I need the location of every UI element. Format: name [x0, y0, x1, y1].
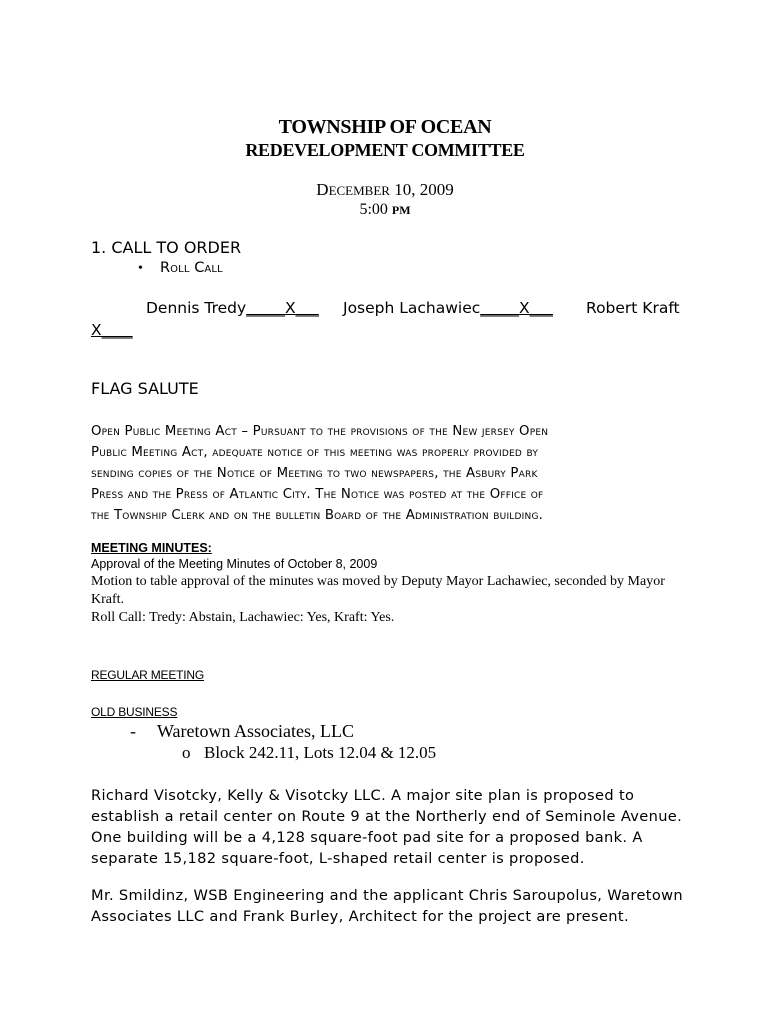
paragraph-line: Open Public Meeting Act – Pursuant to the provisions of the New jersey Open	[91, 424, 549, 439]
minutes-roll-call: Roll Call: Tredy: Abstain, Lachawiec: Yes, Kraft: Yes.	[91, 610, 395, 625]
regular-meeting-heading: REGULAR MEETING	[91, 668, 205, 682]
meeting-minutes-heading: MEETING MINUTES:	[91, 541, 212, 555]
paragraph-line: sending copies of the Notice of Meeting to two newspapers, the Asbury Park	[91, 466, 538, 481]
old-business-item: Waretown Associates, LLC	[157, 721, 355, 741]
paragraph-line: Public Meeting Act, adequate notice of this meeting was properly provided by	[91, 445, 539, 460]
dash-bullet-icon: -	[130, 721, 136, 741]
document-title: TOWNSHIP OF OCEAN	[278, 116, 492, 138]
open-public-meeting-paragraph	[91, 421, 691, 526]
bullet-icon: •	[138, 261, 143, 276]
paragraph-line: Richard Visotcky, Kelly & Visotcky LLC. A major site plan is proposed to	[91, 787, 635, 804]
paragraph-line: separate 15,182 square-foot, L-shaped retail center is proposed.	[91, 850, 585, 867]
time-suffix: PM	[391, 203, 411, 217]
date-day-year: 10, 2009	[389, 180, 454, 199]
paragraph-line: establish a retail center on Route 9 at the Northerly end of Seminole Avenue.	[91, 808, 683, 825]
roll-member-tredy	[146, 299, 319, 317]
time-value: 5:00	[359, 201, 392, 218]
minutes-motion-line-cont: Kraft.	[91, 592, 125, 607]
member-trail: ___	[529, 299, 553, 317]
flag-salute-heading: FLAG SALUTE	[91, 379, 199, 398]
member-mark: X	[284, 299, 296, 317]
paragraph-line: Press and the Press of Atlantic City. The Notice was posted at the Office of	[91, 487, 544, 502]
paragraph-line: One building will be a 4,128 square-foot pad site for a proposed bank. A	[91, 829, 643, 846]
member-mark: X	[91, 321, 102, 339]
member-blank: _____	[246, 299, 285, 317]
minutes-approval-line: Approval of the Meeting Minutes of October 8, 2009	[91, 557, 378, 571]
member-blank: _____	[480, 299, 520, 317]
roll-member-kraft: Robert Kraft	[586, 299, 680, 317]
minutes-motion-line: Motion to table approval of the minutes was moved by Deputy Mayor Lachawiec, seconded by Mayor	[91, 574, 665, 589]
meeting-time	[0, 201, 770, 219]
roll-call-label: Roll Call	[160, 260, 223, 276]
body-paragraph-1	[91, 785, 682, 869]
document-subtitle: REDEVELOPMENT COMMITTEE	[245, 140, 525, 160]
meeting-date	[0, 180, 770, 200]
member-name: Dennis Tredy	[146, 299, 247, 317]
paragraph-line: Mr. Smildinz, WSB Engineering and the applicant Chris Saroupolus, Waretown	[91, 887, 684, 904]
call-to-order-heading: 1. CALL TO ORDER	[91, 238, 242, 257]
body-paragraph-2	[91, 885, 683, 927]
old-business-heading: OLD BUSINESS	[91, 705, 178, 719]
old-business-sub-item: Block 242.11, Lots 12.04 & 12.05	[204, 743, 437, 762]
paragraph-line: Associates LLC and Frank Burley, Architect for the project are present.	[91, 908, 629, 925]
circle-bullet-icon: o	[182, 743, 191, 762]
member-trail: ____	[101, 321, 133, 339]
member-mark: X	[519, 299, 530, 317]
roll-member-kraft-mark	[91, 321, 133, 339]
roll-member-lachawiec	[343, 299, 553, 317]
paragraph-line: the Township Clerk and on the bulletin Board of the Administration building.	[91, 508, 544, 523]
member-name: Joseph Lachawiec	[343, 299, 481, 317]
date-month-rest: ECEMBER	[328, 183, 390, 198]
date-month-initial: D	[316, 180, 329, 199]
member-trail: ___	[295, 299, 319, 317]
